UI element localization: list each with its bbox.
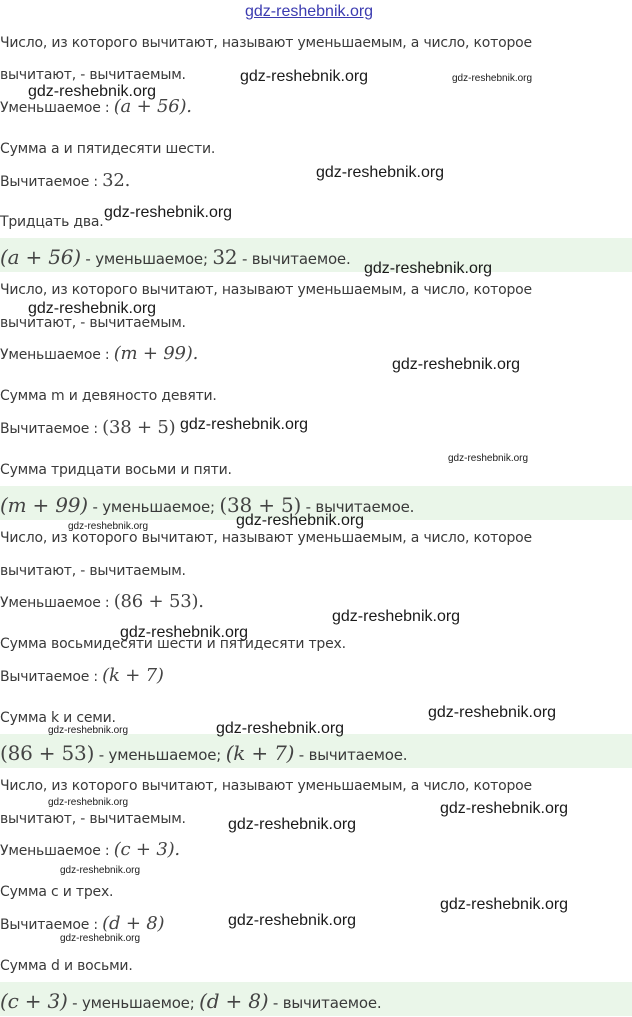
watermark: gdz-reshebnik.org	[392, 356, 521, 373]
subtrahend-label: Вычитаемое :	[0, 917, 98, 933]
answer-line	[0, 741, 407, 765]
minuend-label: Уменьшаемое :	[0, 595, 110, 611]
subtrahend-label: Вычитаемое :	[0, 421, 98, 437]
watermark: gdz-reshebnik.org	[236, 512, 365, 529]
watermark: gdz-reshebnik.org	[68, 521, 149, 532]
minuend-expression: (c + 3).	[113, 839, 180, 860]
site-header-link[interactable]: gdz-reshebnik.org	[245, 3, 374, 20]
subtrahend-words: Сумма тридцати восьми и пяти.	[0, 462, 232, 478]
answer-minuend-expression: (c + 3)	[0, 989, 68, 1013]
minuend-label: Уменьшаемое :	[0, 100, 110, 116]
minuend-line	[0, 839, 180, 860]
watermark: gdz-reshebnik.org	[228, 912, 357, 929]
definition-line-2: вычитают, - вычитаемым.	[0, 811, 186, 827]
subtrahend-label: Вычитаемое :	[0, 174, 98, 190]
answer-subtrahend-text: - вычитаемое.	[237, 250, 351, 268]
watermark: gdz-reshebnik.org	[240, 68, 369, 85]
watermark: gdz-reshebnik.org	[60, 933, 141, 944]
minuend-expression: (86 + 53).	[113, 591, 204, 612]
subtrahend-label: Вычитаемое :	[0, 669, 98, 685]
answer-subtrahend-expression: (d + 8)	[199, 989, 269, 1013]
answer-minuend-text: - уменьшаемое;	[67, 994, 200, 1012]
watermark: gdz-reshebnik.org	[104, 204, 233, 221]
answer-subtrahend-expression: (38 + 5)	[219, 493, 302, 517]
definition-line-1: Число, из которого вычитают, называют уменьшаемым, а число, которое	[0, 530, 532, 546]
watermark: gdz-reshebnik.org	[448, 453, 529, 464]
minuend-label: Уменьшаемое :	[0, 843, 110, 859]
answer-minuend-text: - уменьшаемое;	[94, 746, 226, 764]
answer-highlight	[0, 982, 632, 1016]
watermark: gdz-reshebnik.org	[216, 720, 345, 737]
minuend-line	[0, 591, 204, 612]
watermark: gdz-reshebnik.org	[48, 725, 129, 736]
answer-minuend-text: - уменьшаемое;	[87, 498, 220, 516]
minuend-words: Сумма c и трех.	[0, 884, 114, 900]
watermark: gdz-reshebnik.org	[48, 797, 129, 808]
definition-line-2: вычитают, - вычитаемым.	[0, 67, 186, 83]
answer-minuend-text: - уменьшаемое;	[80, 250, 213, 268]
subtrahend-words: Сумма k и семи.	[0, 710, 116, 726]
subtrahend-line	[0, 417, 175, 438]
watermark: gdz-reshebnik.org	[332, 608, 461, 625]
definition-line-2: вычитают, - вычитаемым.	[0, 563, 186, 579]
watermark: gdz-reshebnik.org	[60, 865, 141, 876]
subtrahend-expression: (k + 7)	[102, 665, 164, 686]
definition-line-2: вычитают, - вычитаемым.	[0, 315, 186, 331]
minuend-words: Сумма a и пятидесяти шести.	[0, 141, 216, 157]
watermark: gdz-reshebnik.org	[28, 300, 157, 317]
minuend-expression: (m + 99).	[113, 343, 199, 364]
answer-minuend-expression: (86 + 53)	[0, 741, 95, 765]
answer-line	[0, 989, 381, 1013]
answer-subtrahend-text: - вычитаемое.	[301, 498, 415, 516]
watermark: gdz-reshebnik.org	[452, 73, 533, 84]
answer-line	[0, 245, 351, 269]
minuend-words: Сумма восьмидесяти шести и пятидесяти трех.	[0, 636, 346, 652]
watermark: gdz-reshebnik.org	[120, 624, 249, 641]
subtrahend-expression: (d + 8)	[102, 913, 165, 934]
subtrahend-words: Тридцать два.	[0, 214, 104, 230]
definition-line-1: Число, из которого вычитают, называют уменьшаемым, а число, которое	[0, 778, 532, 794]
watermark: gdz-reshebnik.org	[428, 704, 557, 721]
minuend-words: Сумма m и девяносто девяти.	[0, 388, 217, 404]
minuend-expression: (a + 56).	[113, 96, 192, 117]
watermark: gdz-reshebnik.org	[180, 416, 309, 433]
answer-subtrahend-expression: 32	[212, 245, 238, 269]
watermark: gdz-reshebnik.org	[440, 896, 569, 913]
watermark: gdz-reshebnik.org	[364, 260, 493, 277]
watermark: gdz-reshebnik.org	[228, 816, 357, 833]
answer-minuend-expression: (m + 99)	[0, 493, 88, 517]
definition-line-1: Число, из которого вычитают, называют уменьшаемым, а число, которое	[0, 282, 532, 298]
subtrahend-line	[0, 913, 164, 934]
answer-subtrahend-expression: (k + 7)	[225, 741, 295, 765]
minuend-label: Уменьшаемое :	[0, 347, 110, 363]
definition-line-1: Число, из которого вычитают, называют уменьшаемым, а число, которое	[0, 35, 532, 51]
subtrahend-line	[0, 170, 130, 191]
subtrahend-words: Сумма d и восьми.	[0, 958, 133, 974]
subtrahend-expression: 32.	[102, 170, 131, 191]
watermark: gdz-reshebnik.org	[28, 83, 157, 100]
subtrahend-line	[0, 665, 164, 686]
subtrahend-expression: (38 + 5)	[102, 417, 176, 438]
answer-highlight	[0, 734, 632, 768]
watermark: gdz-reshebnik.org	[316, 164, 445, 181]
answer-highlight	[0, 238, 632, 272]
answer-minuend-expression: (a + 56)	[0, 245, 81, 269]
answer-subtrahend-text: - вычитаемое.	[294, 746, 408, 764]
answer-subtrahend-text: - вычитаемое.	[268, 994, 382, 1012]
minuend-line	[0, 343, 198, 364]
watermark: gdz-reshebnik.org	[440, 800, 569, 817]
